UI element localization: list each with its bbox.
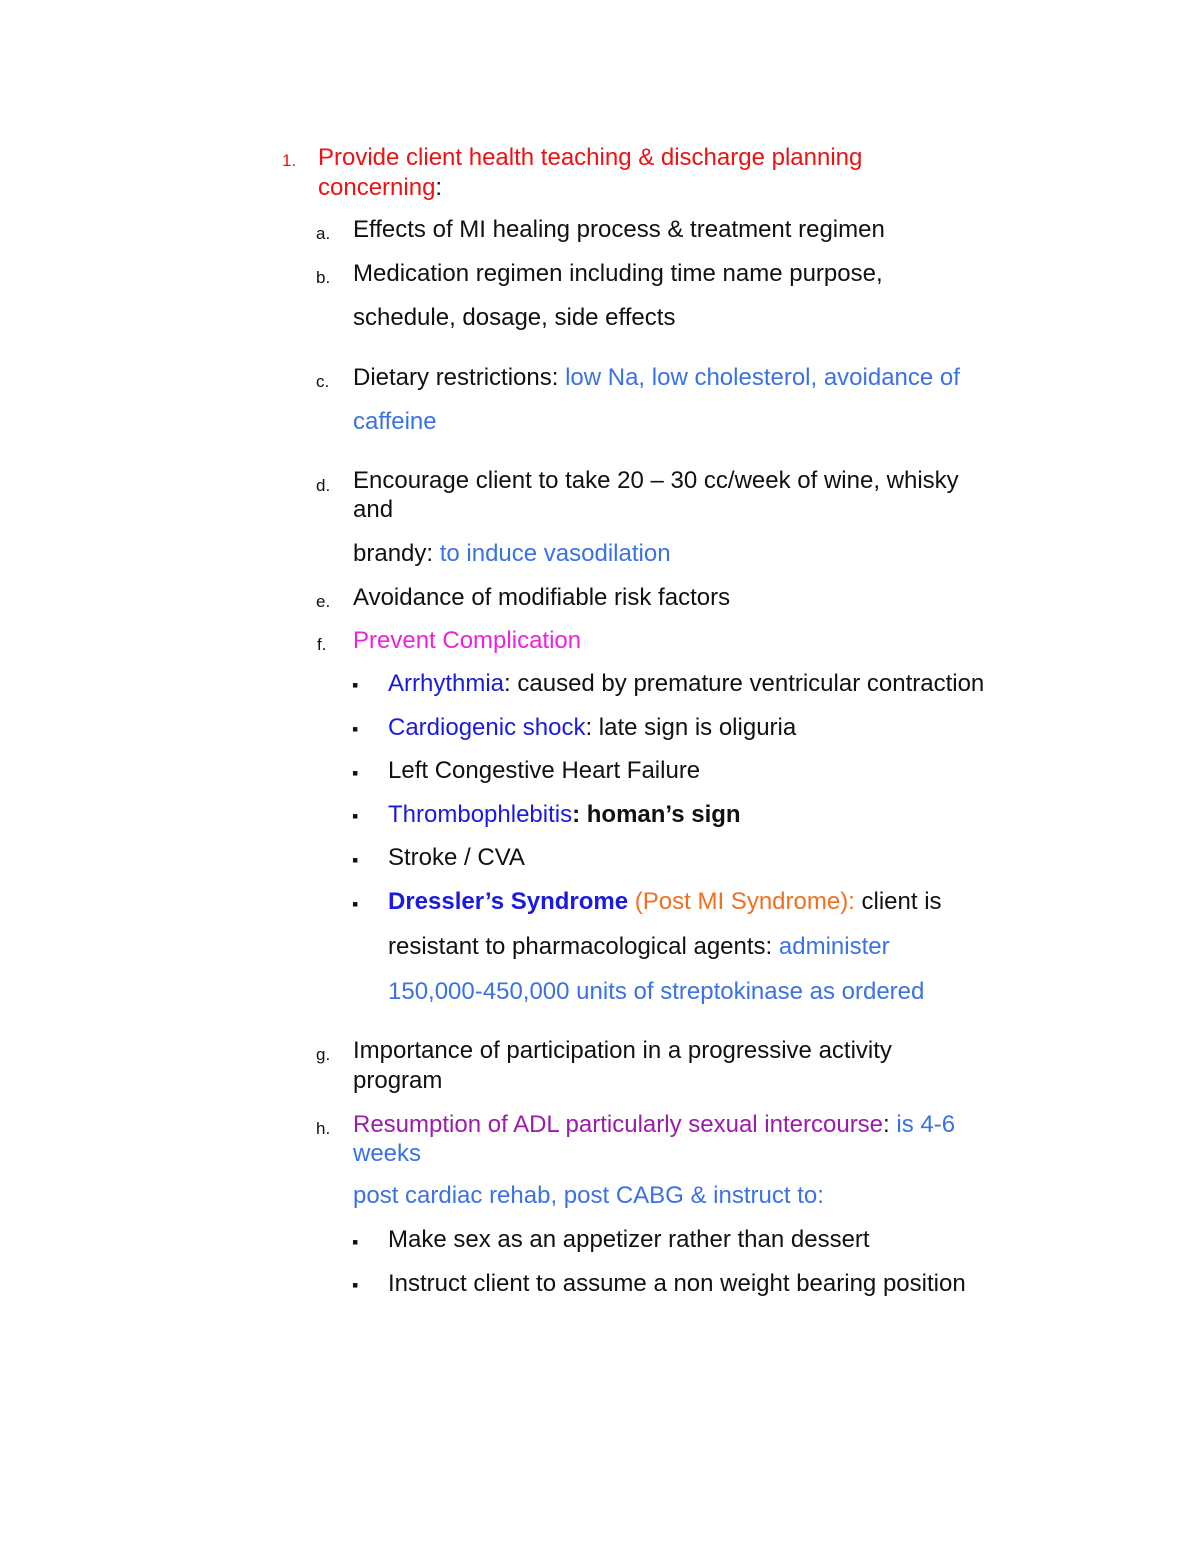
- complication-stroke: Stroke / CVA: [388, 844, 525, 871]
- bullet-icon: ▪: [352, 1275, 359, 1295]
- complication-detail: : late sign is oliguria: [585, 714, 797, 741]
- complication-dressler: [388, 887, 942, 917]
- bullet-icon: ▪: [352, 719, 359, 739]
- bullet-icon: ▪: [352, 850, 359, 870]
- list-marker-f: f.: [317, 635, 327, 654]
- item-g-line1: Importance of participation in a progressive activity: [353, 1037, 892, 1064]
- item-b-line1: Medication regimen including time name purpose,: [353, 260, 883, 287]
- item-h-line1: [353, 1110, 955, 1140]
- dressler-paren: (Post MI Syndrome):: [628, 888, 862, 915]
- item-1-heading-line1: Provide client health teaching & discharge planning: [318, 144, 863, 171]
- bullet-icon: ▪: [352, 1232, 359, 1252]
- list-marker-c: c.: [316, 372, 330, 391]
- item-c-detail-line2: caffeine: [353, 408, 437, 435]
- item-g-line2: program: [353, 1067, 443, 1094]
- list-marker-g: g.: [316, 1045, 331, 1064]
- item-h-label: Resumption of ADL particularly sexual intercourse: [353, 1111, 884, 1138]
- dressler-line2-text: resistant to pharmacological agents:: [388, 933, 779, 960]
- bullet-icon: ▪: [352, 894, 359, 914]
- list-marker-a: a.: [316, 224, 331, 243]
- complication-term: Dressler’s Syndrome: [388, 888, 629, 915]
- item-d-line3: [353, 539, 671, 569]
- list-marker-b: b.: [316, 268, 331, 287]
- list-number-1: 1.: [282, 151, 297, 170]
- complication-detail: : caused by premature ventricular contraction: [504, 670, 985, 697]
- list-marker-h: h.: [316, 1119, 331, 1138]
- dressler-line2-detail: administer: [778, 933, 890, 960]
- instruction-item: Make sex as an appetizer rather than dessert: [388, 1226, 870, 1253]
- complication-detail: client is: [861, 888, 942, 915]
- item-c-detail-line1: low Na, low cholesterol, avoidance of: [565, 364, 960, 391]
- item-d-detail: to induce vasodilation: [439, 540, 671, 567]
- item-1-heading-colon: :: [435, 174, 443, 201]
- complication-term: Arrhythmia: [388, 670, 505, 697]
- complication-left-chf: Left Congestive Heart Failure: [388, 757, 701, 784]
- item-h-colon: :: [883, 1111, 897, 1138]
- item-d-line1: Encourage client to take 20 – 30 cc/week of wine, whisky: [353, 467, 959, 494]
- item-1-heading-line2: [318, 173, 442, 203]
- item-1-heading-word: concerning: [318, 174, 436, 201]
- item-e-text: Avoidance of modifiable risk factors: [353, 584, 731, 611]
- complication-term: Thrombophlebitis: [388, 801, 573, 828]
- item-h-detail-line1: is 4-6: [896, 1111, 956, 1138]
- item-h-detail-line3: post cardiac rehab, post CABG & instruct to:: [353, 1182, 824, 1209]
- item-c-line1: [353, 363, 960, 393]
- bullet-icon: ▪: [352, 675, 359, 695]
- item-a-text: Effects of MI healing process & treatment regimen: [353, 216, 885, 243]
- complication-term: Cardiogenic shock: [388, 714, 586, 741]
- item-d-label: brandy:: [353, 540, 440, 567]
- item-b-line2: schedule, dosage, side effects: [353, 304, 676, 331]
- instruction-item: Instruct client to assume a non weight bearing position: [388, 1270, 966, 1297]
- bullet-icon: ▪: [352, 763, 359, 783]
- item-h-detail-line2: weeks: [353, 1140, 422, 1167]
- complication-thrombophlebitis: [388, 800, 741, 830]
- dressler-line2: [388, 932, 890, 962]
- list-marker-d: d.: [316, 476, 331, 495]
- dressler-line3: 150,000-450,000 units of streptokinase as ordered: [388, 978, 925, 1005]
- list-marker-e: e.: [316, 592, 331, 611]
- item-f-text: Prevent Complication: [353, 627, 582, 654]
- complication-arrhythmia: [388, 669, 984, 699]
- item-c-label: Dietary restrictions:: [353, 364, 566, 391]
- item-d-line2: and: [353, 496, 394, 523]
- complication-cardiogenic-shock: [388, 713, 796, 743]
- complication-detail: : homan’s sign: [572, 801, 741, 828]
- bullet-icon: ▪: [352, 806, 359, 826]
